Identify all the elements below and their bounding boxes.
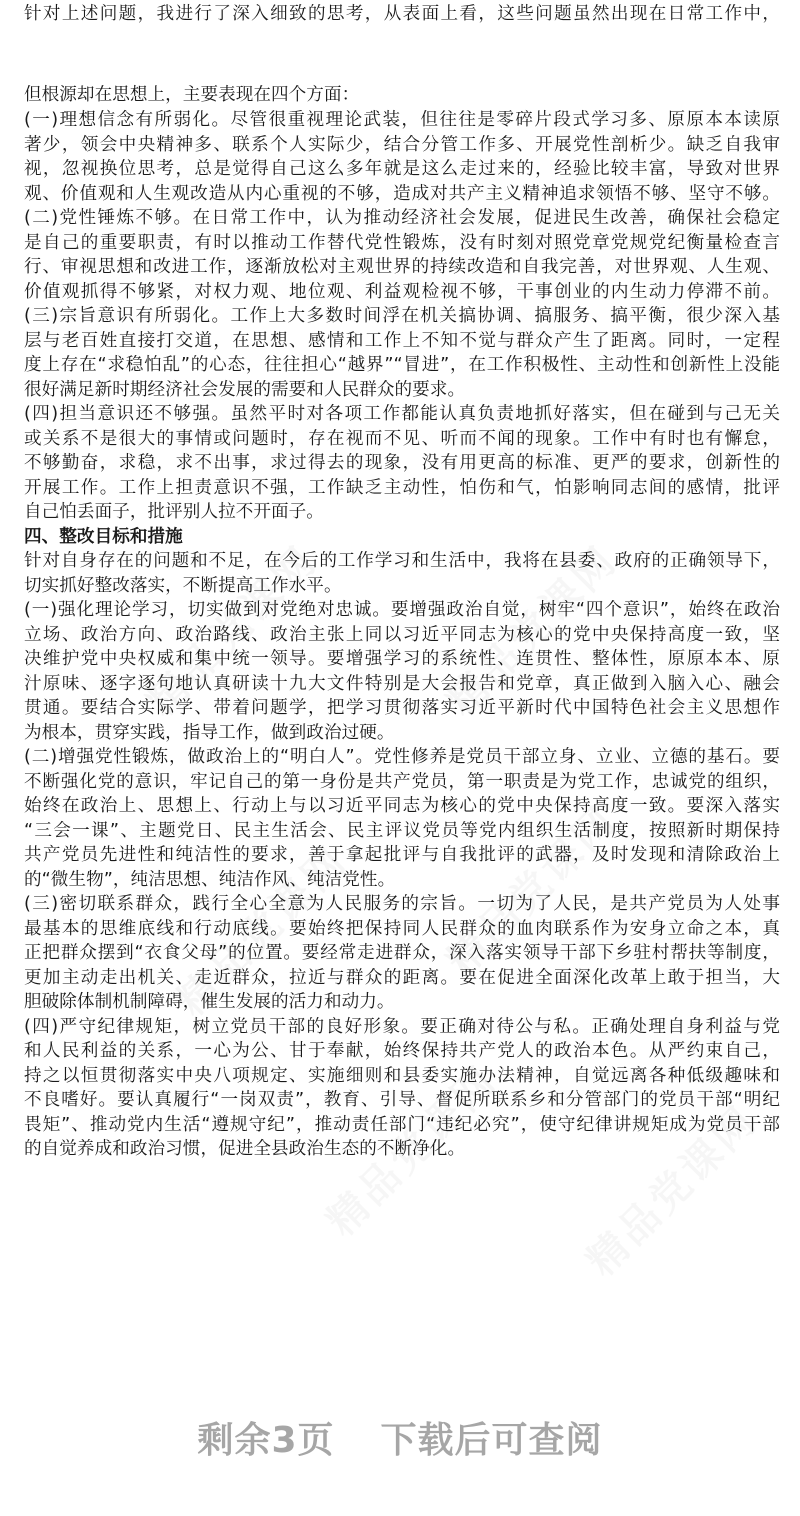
paragraph-line: 立场、政治方向、政治路线、政治主张上同以习近平同志为核心的党中央保持高度一致，坚 [24, 624, 780, 645]
paragraph-line: 和人民利益的关系，一心为公、甘于奉献，始终保持共产党人的政治本色。从严约束自己， [24, 1041, 780, 1061]
paragraph-line: 畏矩”、推动党内生活“遵规守纪”，推动责任部门“违纪必究”，使守纪律讲规矩成为党员干部 [24, 1114, 780, 1135]
paragraph-line: (三)宗旨意识有所弱化。工作上大多数时间浮在机关搞协调、搞服务、搞平衡，很少深入基 [24, 306, 780, 326]
paragraph-line: 始终在政治上、思想上、行动上与以习近平同志为核心的党中央保持高度一致。要深入落实 [24, 796, 780, 816]
paragraph-line: 胆破除体制机制障碍，催生发展的活力和动力。 [24, 992, 395, 1012]
paragraph-line: (四)严守纪律规矩，树立党员干部的良好形象。要正确对待公与私。正确处理自身利益与党 [24, 1016, 780, 1037]
paragraph-line: 持之以恒贯彻落实中央八项规定、实施细则和县委实施办法精神，自觉远离各种低级趣味和 [24, 1065, 780, 1086]
paragraph-line: 共产党员先进性和纯洁性的要求，善于拿起批评与自我批评的武器，及时发现和清除政治上 [24, 845, 780, 865]
paragraph-line: (三)密切联系群众，践行全心全意为人民服务的宗旨。一切为了人民，是共产党员为人处事 [24, 894, 780, 914]
paragraph-line: 或关系不是很大的事情或问题时，存在视而不见、听而不闻的现象。工作中有时也有懈怠， [24, 428, 780, 449]
paragraph-line: 最基本的思维底线和行动底线。要始终把保持同人民群众的血肉联系作为安身立命之本，真 [24, 918, 780, 939]
paragraph-line: 很好满足新时期经济社会发展的需要和人民群众的要求。 [24, 379, 466, 400]
paragraph-line: 开展工作。工作上担责意识不强，工作缺乏主动性，怕伤和气，怕影响同志间的感情，批评 [24, 477, 780, 498]
paragraph-line: 是自己的重要职责，有时以推动工作替代党性锻炼，没有时刻对照党章党规党纪衡量检查言 [24, 232, 780, 253]
paragraph-line: 汁原味、逐字逐句地认真研读十九大文件特别是大会报告和党章，真正做到入脑入心、融会 [24, 673, 780, 694]
paragraph-line: 不良嗜好。要认真履行“一岗双责”，教育、引导、督促所联系乡和分管部门的党员干部“明纪 [24, 1090, 780, 1110]
paragraph-line: “三会一课”、主题党日、民主生活会、民主评议党员等党内组织生活制度，按照新时期保持 [24, 820, 780, 841]
paragraph-line: 行、审视思想和改进工作，逐渐放松对主观世界的持续改造和自我完善，对世界观、人生观、 [24, 257, 780, 277]
intro-line: 针对上述问题，我进行了深入细致的思考，从表面上看，这些问题虽然出现在日常工作中， [24, 4, 780, 24]
paragraph-line: 不够勤奋，求稳，求不出事，求过得去的现象，没有用更高的标准、更严的要求，创新性的 [24, 453, 780, 473]
paragraph-line: 更加主动走出机关、走近群众，拉近与群众的距离。要在促进全面深化改革上敢于担当，大 [24, 967, 780, 988]
paragraph-line: 的“微生物”，纯洁思想、纯洁作风、纯洁党性。 [24, 869, 396, 890]
paragraph-line: 正把群众摆到“衣食父母”的位置。要经常走进群众，深入落实领导干部下乡驻村帮扶等制度， [24, 943, 780, 963]
section-heading: 四、整改目标和措施 [24, 526, 183, 547]
paragraph-line: 视，忽视换位思考，总是觉得自己这么多年就是这么走过来的，经验比较丰富，导致对世界 [24, 159, 780, 179]
paragraph-line: (一)强化理论学习，切实做到对党绝对忠诚。要增强政治自觉，树牢“四个意识”，始终在政治 [24, 600, 780, 620]
paragraph-line: 针对自身存在的问题和不足，在今后的工作学习和生活中，我将在县委、政府的正确领导下， [24, 551, 780, 571]
paragraph-line: 层与老百姓直接打交道，在思想、感情和工作上不知不觉与群众产生了距离。同时，一定程 [24, 330, 780, 351]
download-prompt-banner[interactable] [0, 1412, 800, 1468]
root-cause-line: 但根源却在思想上，主要表现在四个方面： [24, 85, 360, 105]
paragraph-line: 自己怕丢面子，批评别人拉不开面子。 [24, 502, 324, 522]
paragraph-line: 观、价值观和人生观改造从内心重视的不够，造成对共产主义精神追求领悟不够、坚守不够。 [24, 183, 780, 204]
paragraph-line: 的自觉养成和政治习惯，促进全县政治生态的不断净化。 [24, 1139, 466, 1159]
remaining-pages-label: 剩余3页 [197, 1420, 335, 1461]
paragraph-line: 切实抓好整改落实，不断提高工作水平。 [24, 575, 342, 596]
paragraph-line: 不断强化党的意识，牢记自己的第一身份是共产党员，第一职责是为党工作，忠诚党的组织， [24, 771, 780, 792]
paragraph-line: (二)党性锤炼不够。在日常工作中，认为推动经济社会发展，促进民生改善，确保社会稳定 [24, 208, 780, 228]
paragraph-line: 贯通。要结合实际学、带着问题学，把学习贯彻落实习近平新时代中国特色社会主义思想作 [24, 698, 780, 718]
paragraph-line: (四)担当意识还不够强。虽然平时对各项工作都能认真负责地抓好落实，但在碰到与己无关 [24, 404, 780, 424]
download-hint-label: 下载后可查阅 [380, 1420, 603, 1461]
paragraph-line: (一)理想信念有所弱化。尽管很重视理论武装，但往往是零碎片段式学习多、原原本本读原 [24, 110, 780, 130]
paragraph-line: 决维护党中央权威和集中统一领导。要增强学习的系统性、连贯性、整体性，原原本本、原 [24, 649, 780, 669]
paragraph-line: (二)增强党性锻炼，做政治上的“明白人”。党性修养是党员干部立身、立业、立德的基石。要 [24, 747, 780, 767]
paragraph-line: 著少，领会中央精神多、联系个人实际少，结合分管工作多、开展党性剖析少。缺乏自我审 [24, 134, 780, 155]
paragraph-line: 度上存在“求稳怕乱”的心态，往往担心“越界”“冒进”，在工作积极性、主动性和创新性上没能 [24, 355, 780, 375]
paragraph-line: 价值观抓得不够紧，对权力观、地位观、利益观检视不够，干事创业的内生动力停滞不前。 [24, 281, 780, 302]
paragraph-line: 为根本，贯穿实践，指导工作，做到政治过硬。 [24, 722, 395, 743]
